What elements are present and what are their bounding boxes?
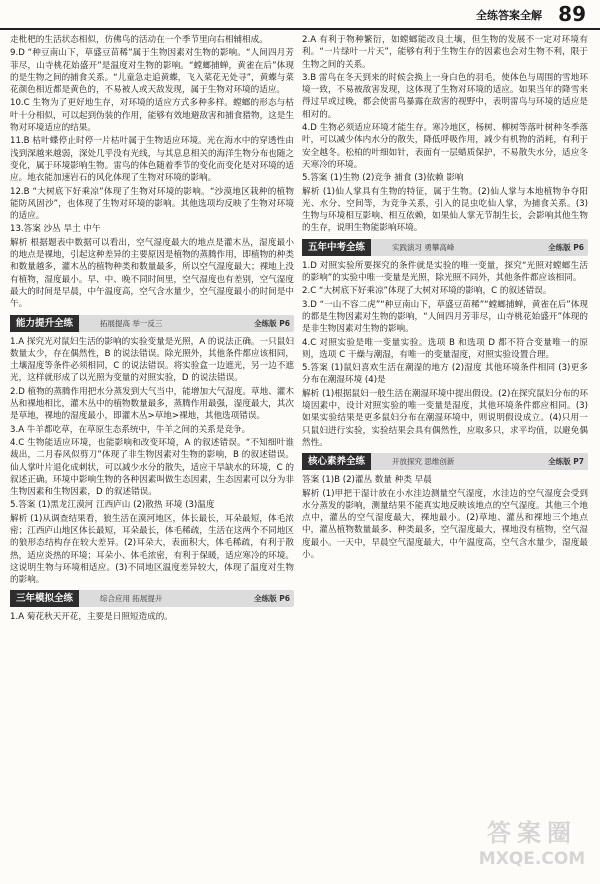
banner-edition: 全练版 P7 (548, 457, 584, 467)
answer-item: 2.C “大树底下好乘凉”体现了大树对环境的影响，C 的叙述错误。 (302, 286, 552, 297)
answer-item: 5.答案 (1)生物 (2)竞争 捕食 (3)依赖 影响 (302, 173, 464, 184)
banner-tagline: 实践演习 勇攀高峰 (392, 242, 455, 252)
banner-edition: 全练版 P6 (254, 594, 290, 604)
answer-item: 10.C 生物为了更好地生存，对环境的适应方式多种多样。螳螂的形态与枯叶十分相似，可以起到伪装的作用，能够有效地避敌害和捕食猎物，这是生物对环境适应的结果。 (10, 98, 294, 134)
answer-item: 3.A 牛羊都吃草，在草原生态系统中，牛羊之间的关系是竞争。 (10, 424, 251, 435)
answer-item: 4.C 对照实验是唯一变量实验。选项 B 和选项 D 都不符合变量唯一的原则，选项 C 干燥与潮湿，有唯一的变量湿度，对照实验设置合理。 (302, 337, 588, 360)
answer-item: 9.D “种豆南山下，草盛豆苗稀”属于生物因素对生物的影响。“人间四月芳菲尽，山寺桃花始盛开”是温度对生物的影响。“螳螂捕蝉，黄雀在后”体现的是生物之间的捕食关系。“儿童急走追黄蝶，飞入菜花无处寻”，黄蝶与菜花颜色相近都是黄色的，不易被人或天敌发现，属于生物对环境的适应。 (10, 48, 294, 96)
section-banner-core (302, 453, 588, 470)
site-watermark (470, 820, 594, 878)
banner-name: 五年中考全练 (302, 239, 371, 256)
answer-item: 1.D 对照实验所要探究的条件就是实验的唯一变量，探究“光照对螳螂生活的影响”的实验中唯一变量是光照，除光照不同外，其他条件都应该相同。 (302, 260, 588, 284)
answer-item: 12.B “大树底下好乘凉”体现了生物对环境的影响。“沙漠地区栽种的植物能防风固沙”，也体现了生物对环境的影响。其他选项均反映了生物对环境的适应。 (10, 186, 294, 222)
answer-item: 13.答案 沙丛 旱土 中午 (10, 224, 101, 235)
page-header (0, 0, 600, 30)
answer-item: 11.B 枯叶蝶停止时停一片枯叶属于生物适应环境。光在海水中的穿透性由浅到深越来越弱，深处几乎没有光线，与其息息相关的海洋生物分布也随之变化，属于环境影响生物。雷鸟的体色随着季节的变化而变化是对环境的适应。地衣能加速岩石的风化体现了生物对环境的影响。 (10, 136, 294, 184)
answer-item: 解析 (1)甲把干湿计放在小水洼边测量空气湿度，水洼边的空气湿度会受到水分蒸发的影响，测量结果不能真实地反映该地点的空气湿度。其他三个地点中，灌丛的空气湿度最大，裸地最小。(2)草地、灌丛和裸地三个地点中，灌丛植物数量最多、种类最多，空气湿度最大，裸地没有植物，空气湿度最小。一天中，早晨空气湿度最大，中午温度高，空气含水量少，湿度最小。 (302, 488, 588, 560)
header-title: 全练答案全解 (476, 9, 542, 22)
banner-edition: 全练版 P6 (548, 242, 584, 252)
banner-tagline: 综合应用 拓展提升 (100, 594, 163, 604)
right-column (302, 34, 588, 562)
answer-item: 解析 根据题表中数据可以看出，空气湿度最大的地点是灌木丛，湿度最小的地点是裸地，引起这种差异的主要原因是植物的蒸腾作用，即植物的种类和数量越多，灌木丛的植物种类和数量最多，所以空气湿度最大；裸地上没有植物，湿度最小。早、中、晚不同时间里，空气湿度也有差别，空气湿度最大的时间是早晨，中午温度高，空气含水量少，空气湿度最小的时间是中午。 (10, 237, 294, 310)
watermark-url: MXQE.COM (478, 849, 586, 869)
answer-item: 答案 (1)B (2)灌丛 数量 种类 早晨 (302, 475, 432, 486)
watermark-logo-text: 答案圈 (487, 819, 577, 847)
answer-item: 3.B 雷鸟在冬天到来的时候会换上一身白色的羽毛，使体色与周围的雪地环境一致，不易被敌害发现，这体现了生物对环境的适应。如果当年的降雪来得过早或过晚，都会使雷鸟暴露在敌害的视野中，表明雷鸟与环境的适应是相对的。 (302, 72, 588, 120)
answer-item: 解析 (1)根据鼠妇一般生活在潮湿环境中提出假设。(2)在探究鼠妇分布的环境因素中，设计对照实验的唯一变量是湿度，其他环境条件都应相同。(3)如果实验结果是更多鼠妇分布在潮湿环境中，则说明假设成立。(4)只用一只鼠妇进行实验，实验结果会具有偶然性，应取多只，求平均值，以避免偶然性。 (302, 388, 588, 448)
answer-item: 1.A 探究光对鼠妇生活的影响的实验变量是光照，A 的说法正确。一只鼠妇数量太少，存在偶然性，B 的说法错误。除光照外，其他条件都应该相同，土壤湿度等条件必须相同，C 的说法错误。将实验盒一边遮光，另一边不遮光，这样就形成了以光照为变量的对照实验，D 的说法错误。 (10, 336, 294, 384)
answer-item: 4.D 生物必须适应环境才能生存。寒冷地区，杨树、柳树等落叶树种冬季落叶，可以减少体内水分的散失，降低呼吸作用，减少有机物的消耗，有利于安全越冬。松柏的叶细如针，表面有一层蜡质保护，不易散失水分，适应冬天寒冷的环境。 (302, 123, 588, 170)
banner-tagline: 开放探究 思维创新 (392, 457, 455, 467)
answer-item: 5.答案 (1)鼠妇喜欢生活在潮湿的地方 (2)湿度 其他环境条件相同 (3)更多分布在潮湿环境 (4)是 (302, 363, 588, 386)
banner-name: 能力提升全练 (10, 315, 79, 332)
answer-item: 5.答案 (1)黑龙江漠河 江西庐山 (2)散热 环境 (3)温度 (10, 500, 215, 511)
section-banner-ability (10, 315, 294, 332)
page-number: 89 (558, 2, 586, 26)
answer-item: 走枇杷的生活状态相似，仿佛鸟的活动在一个季节里向右相辅相成。 (10, 35, 268, 45)
answer-item: 3.D “一山不容二虎”“种豆南山下，草盛豆苗稀”“螳螂捕蝉，黄雀在后”体现的都是生物因素对生物的影响，“人间四月芳菲尽，山寺桃花始盛开”体现的是非生物因素对生物的影响。 (302, 299, 588, 335)
answer-item: 2.D 植物的蒸腾作用把水分蒸发到大气当中，能增加大气湿度。草地、灌木丛和裸地相比，灌木丛中的植物数量最多，蒸腾作用最强，湿度最大，其次是草地，裸地的湿度最小，即灌木丛>草地>裸地，其他选项错误。 (10, 386, 294, 422)
answer-item: 解析 (1)仙人掌具有生物的特征，属于生物。(2)仙人掌与本地植物争夺阳光、水分、空间等，为竞争关系，引入的昆虫吃仙人掌，为捕食关系。(3)生物与环境相互影响、相互依赖，如果仙人掌无节制生长，会影响其他生物的生存，说明生物能影响环境。 (302, 186, 588, 234)
answer-item: 1.A 菊花秋天开花，主要是日照短造成的。 (10, 612, 173, 623)
answer-item: 4.C 生物能适应环境，也能影响和改变环境，A 的叙述错误。“不知细叶谁裁出，二月春风似剪刀”体现了非生物因素对生物的影响，B 的叙述错误。仙人掌叶片退化成刺状，可以减少水分的散失，适应干旱缺水的环境，C 的叙述正确。环境中影响生物的各种因素叫做生态因素，生态因素可以分为非生物因素和生物因素，D 的叙述错误。 (10, 437, 294, 498)
banner-edition: 全练版 P6 (254, 318, 290, 328)
answer-item: 2.A 有利于物种繁衍，如螳螂能改良土壤，但生物的发展不一定对环境有利。“一片绿叶一片天”，能够有利于生物生存的因素也会对生物不利，限于生物之间的关系。 (302, 35, 588, 70)
section-banner-five-year (302, 239, 588, 256)
banner-name: 核心素养全练 (302, 453, 371, 470)
banner-tagline: 拓展提高 举一反三 (100, 318, 163, 328)
banner-name: 三年模拟全练 (10, 590, 79, 607)
answer-item: 解析 (1)从调查结果看，狼生活在漠河地区，体长最长，耳朵最短，体毛浓密；江西庐山地区体长最短，耳朵最长，体毛稀疏，生活在这两个不同地区的狼形态结构存在较大差异。(2)耳朵大，表面积大，体毛稀疏，有利于散热，适应炎热的环境；耳朵小、体毛浓密，有利于保暖，适应寒冷的环境。这说明生物与环境相适应。(3)不同地区温度差异较大，体现了温度对生物的影响。 (10, 513, 294, 586)
left-column (10, 34, 294, 625)
section-banner-three-year (10, 590, 294, 607)
